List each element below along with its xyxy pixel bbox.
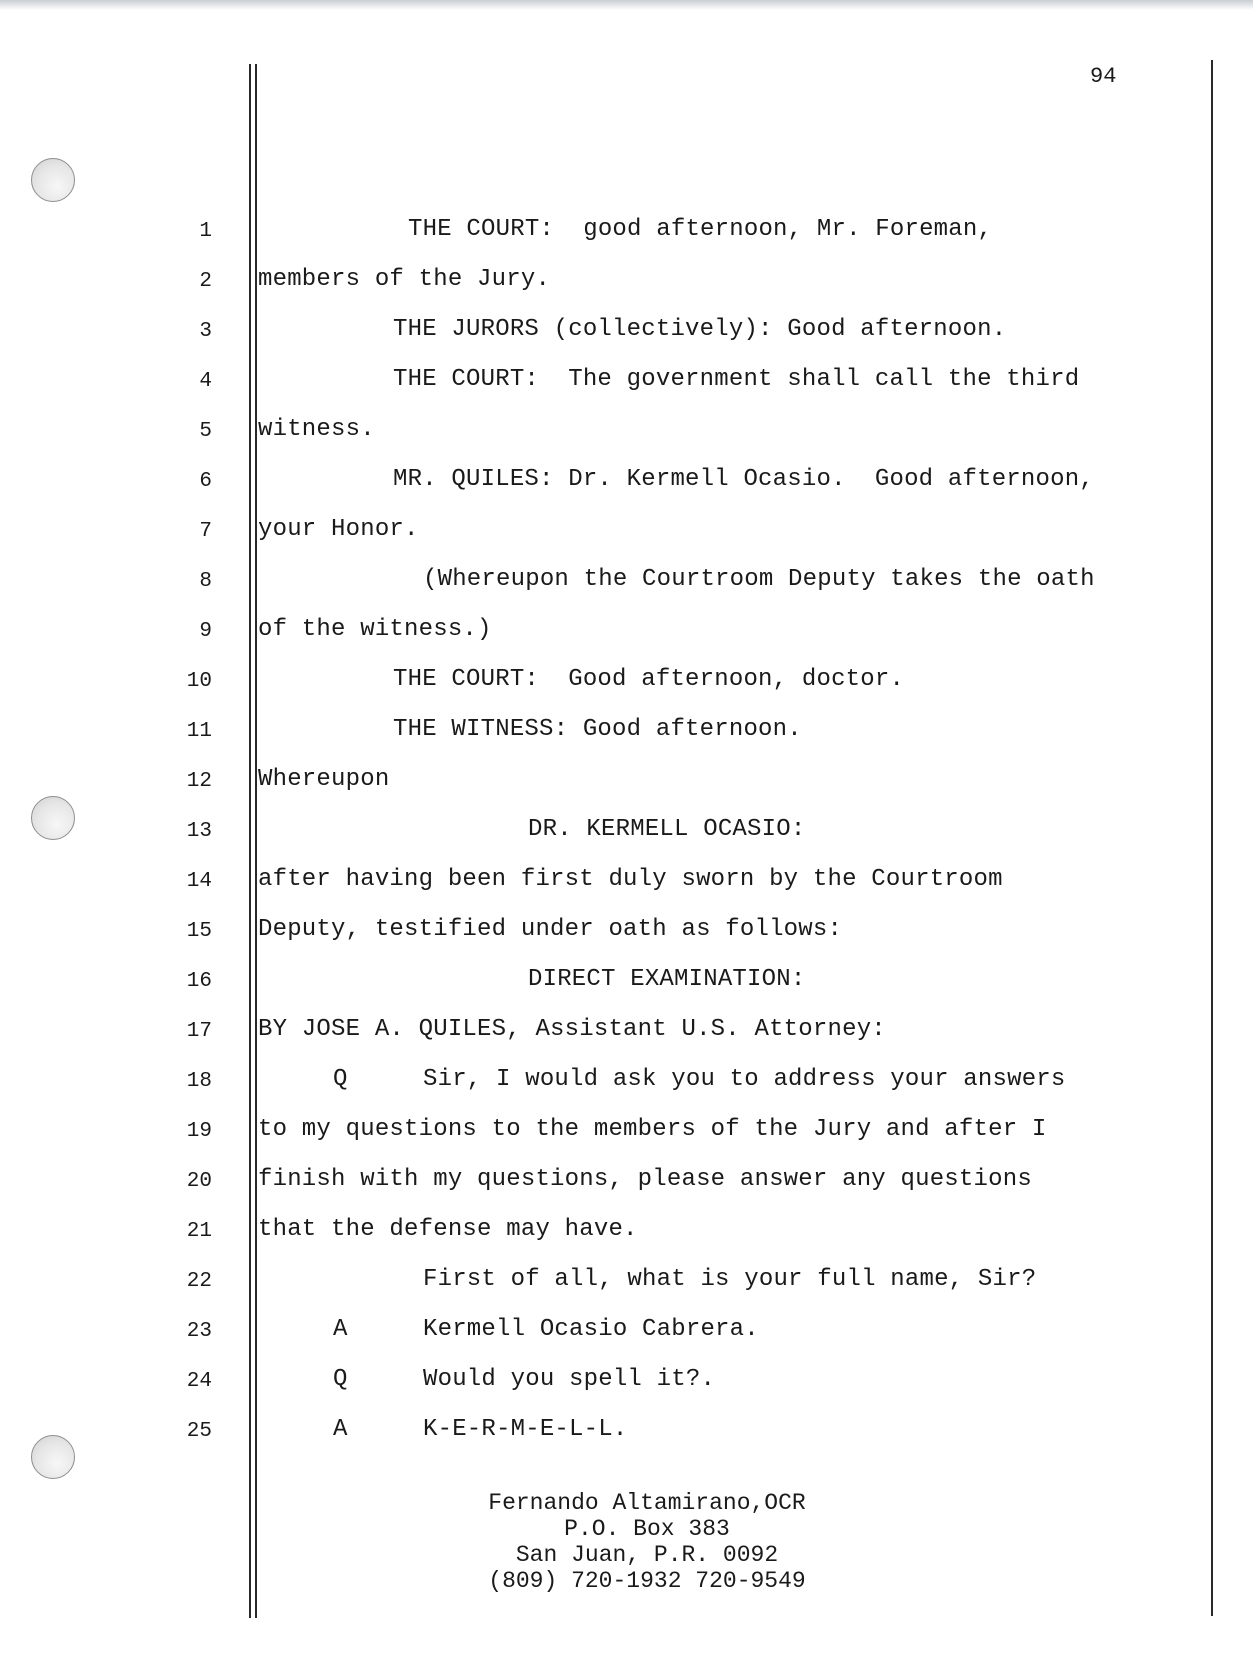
line-number: 23 xyxy=(186,1320,212,1343)
transcript-line-4: THE COURT: The government shall call the third xyxy=(393,366,1080,393)
transcript-line-21: that the defense may have. xyxy=(258,1216,638,1243)
line-number: 3 xyxy=(199,320,212,343)
transcript-line-24: Would you spell it?. xyxy=(423,1366,716,1393)
line-number: 2 xyxy=(199,270,212,293)
transcript-line-11: THE WITNESS: Good afternoon. xyxy=(393,716,802,743)
right-margin-rule xyxy=(1211,60,1213,1616)
speaker-label: A xyxy=(333,1316,348,1343)
line-number: 9 xyxy=(199,620,212,643)
reporter-name: Fernando Altamirano,OCR xyxy=(488,1490,806,1516)
line-number: 20 xyxy=(186,1170,212,1193)
transcript-line-8: (Whereupon the Courtroom Deputy takes the oath xyxy=(423,566,1095,593)
transcript-line-25: K-E-R-M-E-L-L. xyxy=(423,1416,628,1443)
line-number: 21 xyxy=(186,1220,212,1243)
transcript-line-13: DR. KERMELL OCASIO: xyxy=(528,816,806,843)
transcript-line-18: Sir, I would ask you to address your answers xyxy=(423,1066,1066,1093)
transcript-line-9: of the witness.) xyxy=(258,616,492,643)
transcript-line-6: MR. QUILES: Dr. Kermell Ocasio. Good afternoon, xyxy=(393,466,1094,493)
line-number: 17 xyxy=(186,1020,212,1043)
reporter-phones: (809) 720-1932 720-9549 xyxy=(488,1568,806,1594)
line-number: 15 xyxy=(186,920,212,943)
transcript-line-12: Whereupon xyxy=(258,766,390,793)
line-number: 10 xyxy=(186,670,212,693)
line-number: 4 xyxy=(199,370,212,393)
line-number: 5 xyxy=(199,420,212,443)
line-number: 22 xyxy=(186,1270,212,1293)
line-number: 6 xyxy=(199,470,212,493)
line-number: 13 xyxy=(186,820,212,843)
line-number: 11 xyxy=(186,720,212,743)
binder-hole-middle xyxy=(31,796,75,840)
transcript-line-10: THE COURT: Good afternoon, doctor. xyxy=(393,666,905,693)
line-number: 14 xyxy=(186,870,212,893)
reporter-footer xyxy=(452,1490,842,1594)
line-number: 25 xyxy=(186,1420,212,1443)
line-number: 18 xyxy=(186,1070,212,1093)
transcript-line-2: members of the Jury. xyxy=(258,266,551,293)
transcript-line-16: DIRECT EXAMINATION: xyxy=(528,966,806,993)
reporter-city: San Juan, P.R. 0092 xyxy=(515,1542,779,1568)
line-number: 1 xyxy=(199,220,212,243)
transcript-line-3: THE JURORS (collectively): Good afternoon. xyxy=(393,316,1007,343)
line-number: 24 xyxy=(186,1370,212,1393)
line-number: 12 xyxy=(186,770,212,793)
speaker-label: Q xyxy=(333,1066,348,1093)
left-margin-rule-outer xyxy=(249,64,251,1618)
transcript-line-20: finish with my questions, please answer any questions xyxy=(258,1166,1032,1193)
transcript-line-17: BY JOSE A. QUILES, Assistant U.S. Attorney: xyxy=(258,1016,886,1043)
transcript-line-7: your Honor. xyxy=(258,516,419,543)
transcript-line-23: Kermell Ocasio Cabrera. xyxy=(423,1316,759,1343)
scan-top-edge xyxy=(0,0,1253,10)
transcript-line-5: witness. xyxy=(258,416,375,443)
transcript-line-14: after having been first duly sworn by the Courtroom xyxy=(258,866,1003,893)
speaker-label: Q xyxy=(333,1366,348,1393)
left-margin-rule-inner xyxy=(255,64,257,1618)
line-number: 19 xyxy=(186,1120,212,1143)
transcript-line-15: Deputy, testified under oath as follows: xyxy=(258,916,843,943)
line-number: 8 xyxy=(199,570,212,593)
binder-hole-bottom xyxy=(31,1435,75,1479)
transcript-line-22: First of all, what is your full name, Sir? xyxy=(423,1266,1037,1293)
speaker-label: A xyxy=(333,1416,348,1443)
binder-hole-top xyxy=(31,158,75,202)
line-number: 16 xyxy=(186,970,212,993)
page-number: 94 xyxy=(1090,64,1117,89)
reporter-po-box: P.O. Box 383 xyxy=(564,1516,730,1542)
transcript-line-1: THE COURT: good afternoon, Mr. Foreman, xyxy=(408,216,993,243)
transcript-line-19: to my questions to the members of the Jury and after I xyxy=(258,1116,1047,1143)
line-number: 7 xyxy=(199,520,212,543)
